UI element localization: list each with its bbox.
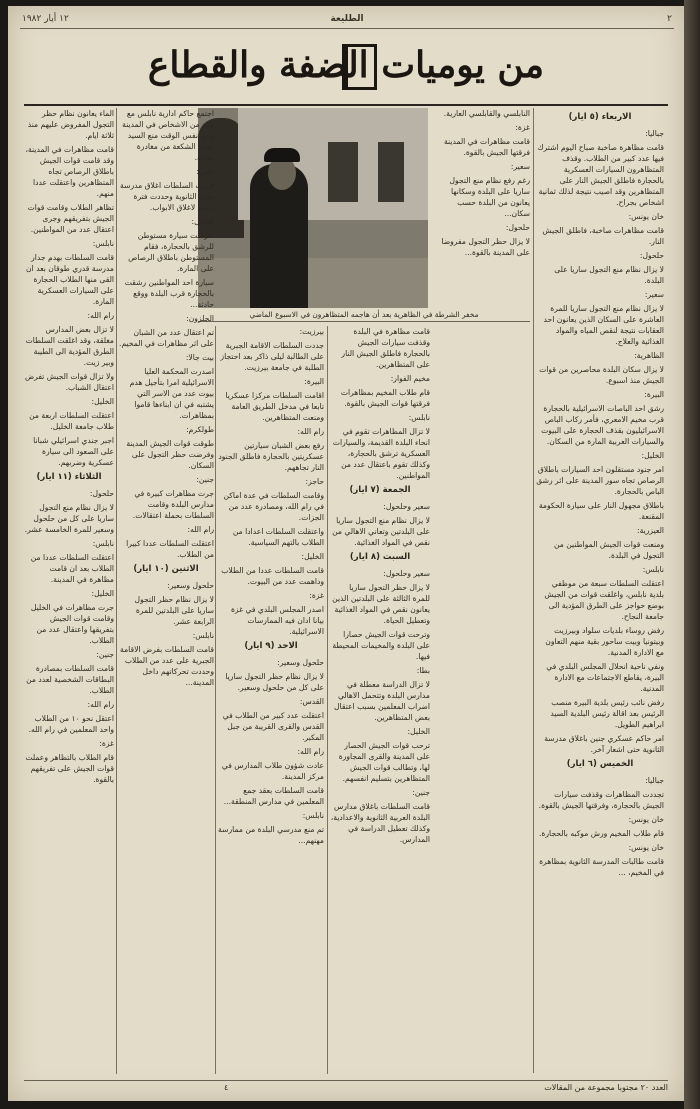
news-paragraph: لا تزال المظاهرات تقوم في انحاء البلدة القديمة، والسيارات العسكرية ترشق بالحجارة، وكذلك تقوم باعتقال عدد من المواطنين. — [332, 427, 430, 480]
column-rule — [533, 108, 534, 1073]
news-paragraph: جنين: — [196, 475, 214, 484]
news-paragraph: نابلس: — [408, 413, 430, 422]
newspaper-name: الطليعة — [330, 14, 364, 24]
news-paragraph: رغم رفع نظام منع التجول ساريا على البلدة وسكانها يعانون من البلدة حسب سكان... — [449, 176, 530, 218]
news-paragraph: اصدرت المحكمة العليا الاسرائيلية امرا بتأجيل هدم بيوت عدد من الاسر التي يشتبه في ان ابناءها قاموا بمظاهرات. — [129, 367, 214, 420]
news-paragraph: اعتقلت السلطات عددا من الطلاب بعد ان قامت مظاهرة في المدينة. — [30, 553, 114, 584]
news-paragraph: بيت جالا: — [185, 353, 214, 362]
news-paragraph: غزة: — [99, 739, 114, 748]
news-paragraph: نابلس: — [92, 539, 114, 548]
news-paragraph: اعتقلت السلطات سبعة من موظفي بلدية نابلس، واغلقت قوات من الجيش بوضع حواجز على الطرق المؤدية الى جامعة النجاح. — [544, 579, 664, 621]
news-paragraph: قامت السلطات عددا من الطلاب وداهمت عدد من البيوت. — [221, 566, 324, 586]
news-paragraph: بطا: — [416, 666, 430, 675]
news-paragraph: رشق احد الباصات الاسرائيلية بالحجارة قرب مخيم الامعري، فأمر ركاب الباص الاسرائيليون بقذف الحجارة على البيوت والسيارات العربية المارة من السكان. — [541, 404, 664, 446]
news-paragraph: جنين: — [196, 167, 214, 176]
news-paragraph: اعتقل نحو ١٠ من الطلاب واحد المعلمين في رام الله. — [28, 714, 114, 734]
page-number: ٢ — [667, 14, 672, 24]
news-paragraph: رفض نائب رئيس بلدية البيرة منصب الرئيس بعد اقالة رئيس البلدية السيد ابراهيم الطويل. — [550, 698, 664, 729]
news-paragraph: رفع بعض الشبان سيارتين عسكريتين بالحجارة فاطلق الجنود النار تجاههم. — [218, 441, 324, 472]
date-heading: الثلاثاء (١١ ايار) — [36, 472, 102, 482]
news-paragraph: امر جنود مستقلون احد السيارات باطلاق الرصاص تجاه سور المدينة على اثر رشق الباص بالحجارة. — [536, 465, 664, 496]
news-paragraph: مخيم الفوار: — [390, 374, 430, 383]
news-paragraph: رام الله: — [87, 311, 114, 320]
news-paragraph: نابلس: — [642, 565, 664, 574]
news-paragraph: ومنعت قوات الجيش المواطنين من التجول في البلدة. — [553, 540, 664, 560]
news-paragraph: اجتمع حاكم ادارية نابلس مع عدد من الاشخاص في المدينة وفي نفس الوقت منع السيد بسام الشكعة من مغادرة منزله. — [122, 109, 214, 162]
column-2 — [432, 108, 530, 328]
news-paragraph: الخليل: — [301, 552, 324, 561]
news-paragraph: تظاهر الطلاب وقامت قوات الجيش بتفريقهم وجرى اعتقال عدد من المواطنين. — [27, 203, 114, 234]
news-paragraph: اعتقلت السلطات عددا كبيرا من الطلاب. — [126, 539, 214, 559]
news-paragraph: خان يونس: — [628, 815, 664, 824]
news-paragraph: قامت مظاهرات في المدينة، وقد قامت قوات الجيش باطلاق الرصاص تجاه المتظاهرين واعتقلت عددا منهم. — [25, 145, 114, 198]
news-paragraph: حاجز: — [305, 477, 324, 486]
news-paragraph: الخليل: — [91, 589, 114, 598]
issue-date: ١٢ أيار ١٩٨٢ — [22, 14, 69, 24]
news-paragraph: الخليل: — [641, 451, 664, 460]
news-paragraph: حلحول: — [89, 489, 114, 498]
news-paragraph: لا يزال نظام حظر التجول ساريا على البلدتين للمرة الرابعة عشر. — [134, 595, 214, 626]
news-paragraph: جباليا: — [645, 776, 664, 785]
news-paragraph: قام الطلاب بالتظاهر وعملت قوات الجيش على تفريقهم بالقوة. — [25, 753, 114, 784]
news-paragraph: قام طلاب المخيم ورش موكبه بالحجارة. — [539, 829, 664, 838]
news-paragraph: تعرضت سيارة مستوطن للرشق بالحجارة، فقام المستوطن باطلاق الرصاص على المارة. — [128, 231, 214, 273]
news-paragraph: العيزرية: — [637, 526, 664, 535]
date-heading: الجمعة (٧ ايار) — [349, 485, 411, 495]
footer-page: ٤ — [224, 1083, 229, 1092]
news-paragraph: الظاهرية: — [634, 351, 664, 360]
news-paragraph: البيرة: — [304, 377, 324, 386]
news-paragraph: غزة: — [515, 123, 530, 132]
news-paragraph: لا يزال حظر التجول ساريا للمرة الثالثة على البلدتين الذين يعانون نقص في المواد الغذائية وتعطيل الحياة. — [332, 583, 430, 625]
news-paragraph: قامت مظاهرات في المدينة فرقتها الجيش بالقوة. — [443, 137, 530, 157]
news-paragraph: تم اعتقال عدد من الشبان على اثر مظاهرات في المخيم. — [119, 328, 214, 348]
date-heading: الاحد (٩ ايار) — [244, 641, 298, 651]
news-paragraph: واعتقلت السلطات اعدادا من الطلاب بالتهم السياسية. — [232, 527, 324, 547]
news-paragraph: قامت مظاهرات صاخبة، فاطلق الجيش النار. — [542, 226, 664, 246]
news-paragraph: قام طلاب المخيم بمظاهرات فرقتها قوات الجيش بالقوة. — [340, 388, 430, 408]
news-paragraph: قامت طالبات المدرسة الثانوية بمظاهرة في المخيم، ... — [539, 857, 664, 877]
news-paragraph: اجبر جندي اسرائيلي شبانا على الصعود الى سيارة عسكرية وضربهم. — [33, 436, 114, 467]
news-paragraph: اعتقلت السلطات اربعة من طلاب جامعة الخليل. — [29, 411, 114, 431]
news-paragraph: جباليا: — [645, 129, 664, 138]
news-paragraph: اعتقلت عدد كبير من الطلاب في القدس والقرى القريبة من جبل المكبر. — [222, 711, 324, 742]
news-paragraph: رفض روساء بلديات سلواد وبيرزيت وبيتونيا وبيت ساحور بقية منهم التعاون مع الادارة المدنية. — [545, 626, 664, 657]
column-3 — [330, 326, 430, 1074]
news-paragraph: تم منع مدرسي البلدة من ممارسة مهنهم... — [218, 825, 324, 845]
news-paragraph: وقامت السلطات في عدة اماكن في رام الله، ومصادرة عدد من الجزات. — [223, 491, 324, 522]
news-paragraph: القدس: — [299, 697, 324, 706]
news-paragraph: ونفي ناحية انحلال المجلس البلدي في البيرة، يقاطع الاجتماعات مع الادارة المدنية. — [546, 662, 664, 693]
news-paragraph: لا يزال نظام حظر التجول ساريا على كل من حلحول وسعير. — [225, 672, 324, 692]
news-paragraph: قامت مظاهرة صاخبة صباح اليوم اشترك فيها عدد كبير من الطلاب. وقذف المتظاهرون السيارات العسكرية بالحجارة فاطلق الجيش النار على المتظاهرين وقد اصيب نتيجة لذلك ثمانية اشخاص بجراح. — [537, 143, 664, 207]
date-heading: الاثنين (١٠ ايار) — [133, 564, 199, 574]
news-paragraph: تجددت المظاهرات وقذفت سيارات الجيش بالحجارة، وفرقتها الجيش بالقوة. — [538, 790, 664, 810]
footer-issue: العدد ٢٠ مجتوبا مجموعة من المقالات — [544, 1083, 668, 1092]
page-edge — [684, 0, 700, 1109]
news-paragraph: لا يزال حظر التجول مفروضا على المدينة بالقوة... — [441, 237, 530, 257]
news-paragraph: رام الله: — [87, 700, 114, 709]
news-paragraph: ولا تزال قوات الجيش تفرض اعتقال الشباب. — [24, 372, 114, 392]
date-heading: الاربعاء (٥ ايار) — [568, 112, 632, 122]
news-paragraph: لا يزال نظام منع التجول ساريا على البلدتين وتعاني الاهالي من نقص في المواد الغذائية. — [332, 516, 430, 547]
news-paragraph: رام الله: — [187, 525, 214, 534]
news-paragraph: الماء يعانون نظام حظر التجول المفروض عليهم منذ ثلاثة ايام. — [27, 109, 114, 140]
building-window — [378, 142, 404, 202]
page-footer — [24, 1080, 668, 1095]
news-paragraph: اصدر المجلس البلدي في غزة بيانا ادان فيه الممارسات الاسرائيلية. — [230, 605, 324, 636]
news-paragraph: باطلاق مجهول النار على سيارة الحكومة المقنعة. — [538, 501, 664, 521]
news-paragraph: جرت مظاهرات كبيرة في مدارس البلدة وقامت السلطات بحملة اعتقالات. — [132, 489, 214, 520]
page-header — [20, 14, 674, 29]
news-paragraph: جددت السلطات الاقامة الجبرية على الطالبة ليلى ذاكر بعد احتجاز الطلبة في جامعة بيرزيت. — [220, 341, 324, 372]
news-paragraph: رام الله: — [297, 747, 324, 756]
news-paragraph: خان يونس: — [628, 212, 664, 221]
column-rule — [215, 326, 216, 1074]
news-paragraph: النابلسي والقابلسي العارية. — [443, 109, 530, 118]
column-4 — [218, 326, 324, 1074]
column-rule — [327, 326, 328, 1074]
news-paragraph: حلحول: — [639, 251, 664, 260]
news-paragraph: حلحول وسعير: — [167, 581, 214, 590]
news-paragraph: قامت السلطات بفرض الاقامة الجبرية على عدد من الطلاب وحددت تحركاتهم داخل المدينة... — [120, 645, 214, 687]
ground — [198, 258, 428, 308]
news-paragraph: حلحول وسعير: — [277, 658, 324, 667]
news-paragraph: البيرة: — [644, 390, 664, 399]
date-heading: السبت (٨ ايار) — [349, 552, 411, 562]
news-paragraph: سعير وحلحول: — [383, 569, 430, 578]
news-paragraph: الخليل: — [91, 397, 114, 406]
news-paragraph: جنين: — [96, 650, 114, 659]
date-heading: الخميس (٦ ايار) — [566, 759, 634, 769]
news-paragraph: ترحب قوات الجيش الحصار على المدينة والقرى المجاورة لها، وتطالب قوات الجيش المتظاهرين بتسليم انفسهم. — [338, 741, 430, 783]
news-paragraph: طوقت قوات الجيش المدينة وفرضت حظر التجول على السكان. — [126, 439, 214, 470]
news-paragraph: لا يزال نظام منع التجول ساريا على البلدة. — [554, 265, 664, 285]
news-paragraph: لا تزال بعض المدارس مغلقة، وقد اغلقت السلطات الطرق المؤدية الى الطيبة وبير زيت. — [25, 325, 114, 367]
news-paragraph: قامت السلطات بهدم جدار مدرسة قدري طوقان بعد ان القى منها الطلاب الحجارة على السيارات العسكرية المارة. — [26, 253, 114, 306]
news-paragraph: طولكرم: — [186, 425, 214, 434]
news-paragraph: رام الله: — [297, 427, 324, 436]
news-paragraph: جنين: — [412, 788, 430, 797]
news-paragraph: قامت السلطات بمصادرة البطاقات الشخصية لعدد من الطلاب. — [26, 664, 114, 695]
news-paragraph: بيرزيت: — [299, 327, 324, 336]
news-paragraph: نابلس: — [302, 811, 324, 820]
news-paragraph: خان يونس: — [628, 843, 664, 852]
news-paragraph: قررت السلطات اغلاق مدرسة جنين الثانوية وحددت فترة زمنية لاغلاق الابواب. — [120, 181, 214, 212]
news-paragraph: نابلس: — [192, 631, 214, 640]
column-5 — [118, 108, 214, 1074]
news-paragraph: امر حاكم عسكري جنين باغلاق مدرسة الثانوية حتى اشعار آخر. — [544, 734, 664, 754]
news-paragraph: غزة: — [309, 591, 324, 600]
news-paragraph: سعير وحلحول: — [383, 502, 430, 511]
headline: من يوميات الضفة والقطاع — [147, 44, 545, 86]
soldier-cap — [264, 148, 300, 162]
news-paragraph: اقامت السلطات مركزا عسكريا تابعا في مدخل الطريق العامة ومنعت المتظاهرين. — [225, 391, 324, 422]
photo-caption: مخفر الشرطة في الظاهرية بعد أن هاجمه المتظاهرون في الاسبوع الماضي — [198, 310, 530, 322]
column-1 — [536, 108, 664, 1073]
news-paragraph: جرت مظاهرات في الخليل وقامت قوات الجيش بتفريقها واعتقال عدد من الطلاب. — [30, 603, 114, 645]
news-paragraph: وترحت قوات الجيش حصارا على البلدة والمخيمات المحيطة فيها. — [332, 630, 430, 661]
headline-banner — [24, 36, 668, 106]
news-paragraph: لا يزال سكان البلدة محاصرين من قوات الجيش منذ اسبوع. — [539, 365, 664, 385]
news-paragraph: الجلزون: — [186, 314, 214, 323]
news-paragraph: لا يزال نظام منع التجول ساريا على كل من حلحول وسعير للمرة الخامسة عشر. — [24, 503, 114, 534]
news-paragraph: لا يزال نظام منع التجول ساريا للمرة العاشرة على السكان الذين يعانون احد العقابات نتيجة لنقص المياه والمواد الغذائية والعلاج. — [543, 304, 664, 346]
column-rule — [116, 108, 117, 1074]
news-paragraph: سعير: — [644, 290, 664, 299]
column-6 — [24, 108, 114, 1074]
news-photo — [198, 108, 428, 308]
news-paragraph: قامت مظاهرة في البلدة وقذفت سيارات الجيش بالحجارة فاطلق الجيش النار على المتظاهرين. — [341, 327, 430, 369]
news-paragraph: حلحول: — [505, 223, 530, 232]
building-door — [328, 142, 358, 202]
news-paragraph: عادت شؤون طلاب المدارس في مركز المدينة. — [221, 761, 324, 781]
news-paragraph: سعير: — [510, 162, 530, 171]
news-paragraph: الخليل: — [407, 727, 430, 736]
news-paragraph: لا تزال الدراسة معطلة في مدارس البلدة وتتحمل الاهالي اضراب المعلمين بسبب اعتقال بعض المتظاهرين. — [334, 680, 430, 722]
news-paragraph: سيارة احد المواطنين رشقت بالحجارة قرب البلدة ووقع حادثة... — [124, 278, 214, 309]
news-paragraph: قامت السلطات بعقد جمع المعلمين في مدارس المنطقة... — [223, 786, 324, 806]
news-paragraph: الخليل: — [191, 217, 214, 226]
news-paragraph: قامت السلطات باغلاق مدارس البلدة العربية الثانوية والاعدادية، وكذلك تعطيل الدراسة في المدارس. — [330, 802, 430, 844]
news-paragraph: نابلس: — [92, 239, 114, 248]
